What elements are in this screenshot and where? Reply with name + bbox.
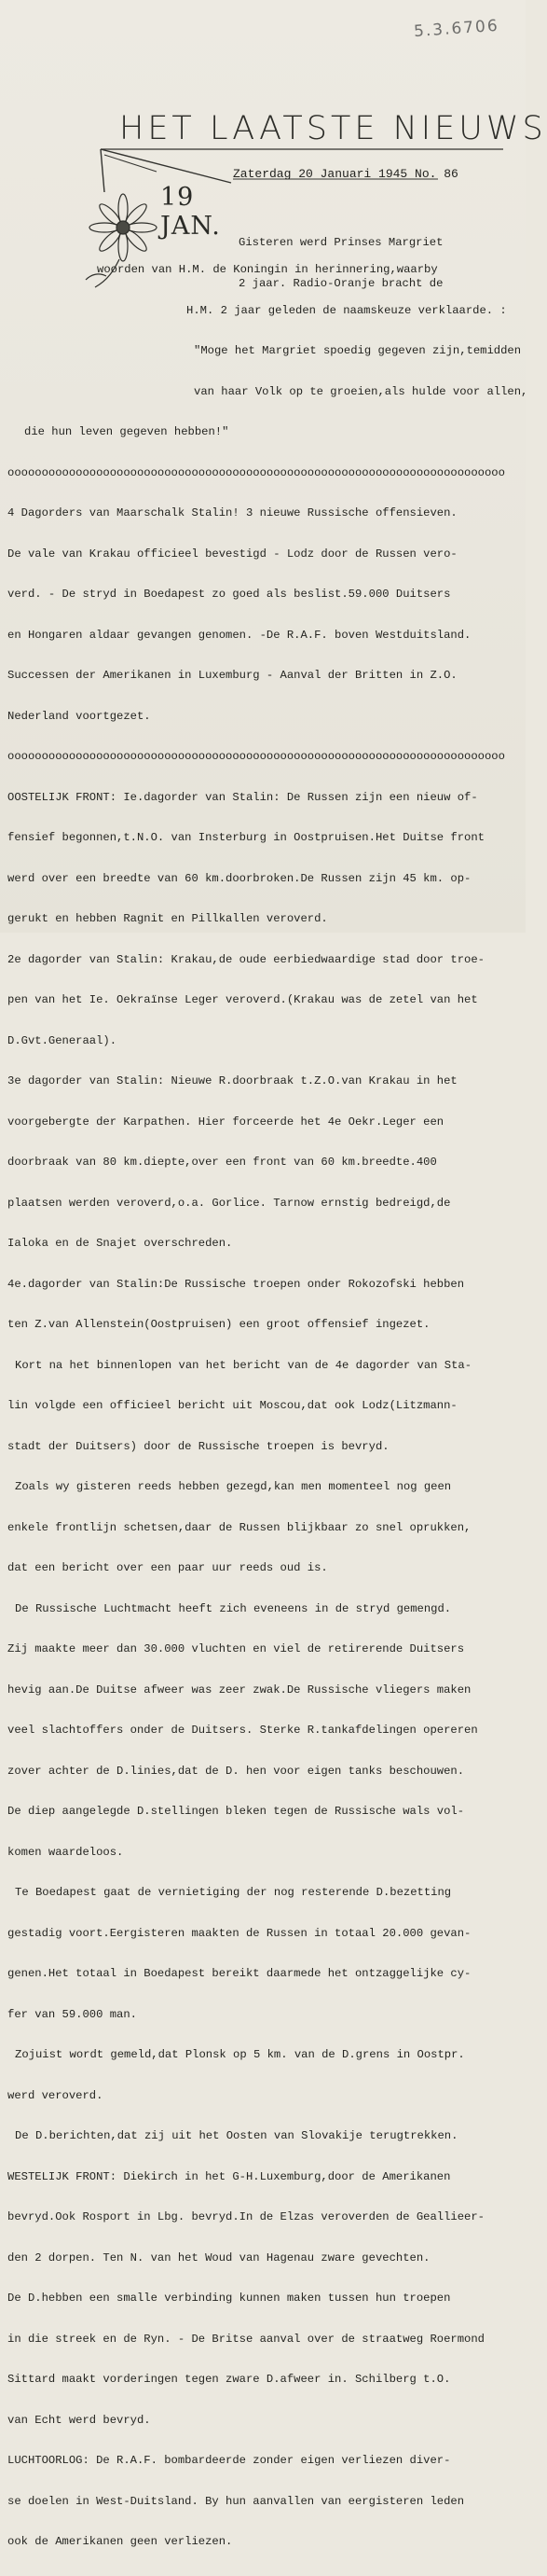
text-line: zover achter de D.linies,dat de D. hen voor eigen tanks beschouwen. [7, 1764, 465, 1778]
text-line: 2 jaar. Radio-Oranje bracht de [239, 276, 444, 290]
text-line: bevryd.Ook Rosport in Lbg. bevryd.In de Elzas veroverden de Geallieer- [7, 2210, 485, 2223]
text-line: Nederland voortgezet. [7, 709, 151, 723]
text-line: enkele frontlijn schetsen,daar de Russen blijkbaar zo snel oprukken, [7, 1520, 472, 1534]
archive-number: 5.3.6706 [413, 16, 500, 42]
dateline: Zaterdag 20 Januari 1945 No. 86 [233, 167, 458, 181]
text-line: 4 Dagorders van Maarschalk Stalin! 3 nieuwe Russische offensieven. [7, 506, 458, 519]
text-line: stadt der Duitsers) door de Russische troepen is bevryd. [7, 1439, 390, 1453]
text-line: pen van het Ie. Oekraïnse Leger veroverd.(Krakau was de zetel van het [7, 993, 478, 1006]
text-line: 2e dagorder van Stalin: Krakau,de oude eerbiedwaardige stad door troe- [7, 952, 485, 966]
text-line: se doelen in West-Duitsland. By hun aanvallen van eergisteren leden [7, 2494, 465, 2508]
text-line: plaatsen werden veroverd,o.a. Gorlice. Tarnow ernstig bedreigd,de [7, 1196, 451, 1210]
separator-line: ooooooooooooooooooooooooooooooooooooooooooooooooooooooooooooooooooooooooo [7, 465, 505, 479]
text-line: hevig aan.De Duitse afweer was zeer zwak.De Russische vliegers maken [7, 1683, 472, 1697]
separator-line: ooooooooooooooooooooooooooooooooooooooooooooooooooooooooooooooooooooooooo [7, 750, 505, 763]
text-line: gerukt en hebben Ragnit en Pillkallen veroverd. [7, 912, 328, 925]
text-line: De vale van Krakau officieel bevestigd - Lodz door de Russen vero- [7, 547, 458, 561]
text-line: Zij maakte meer dan 30.000 vluchten en viel de retirerende Duitsers [7, 1642, 465, 1655]
text-line: werd over een breedte van 60 km.doorbroken.De Russen zijn 45 km. op- [7, 871, 472, 885]
text-line: in die streek en de Ryn. - De Britse aanval over de straatweg Roermond [7, 2332, 485, 2346]
text-line: dat een bericht over een paar uur reeds oud is. [7, 1561, 328, 1574]
text-line: werd veroverd. [7, 2088, 103, 2102]
text-line: De Russische Luchtmacht heeft zich eveneens in de stryd gemengd. [15, 1601, 452, 1615]
text-line: D.Gvt.Generaal). [7, 1033, 117, 1047]
text-line: woorden van H.M. de Koningin in herinnering,waarby [97, 263, 438, 276]
text-line: Te Boedapest gaat de vernietiging der nog resterende D.bezetting [15, 1886, 452, 1899]
text-line: van haar Volk op te groeien,als hulde voor allen, [194, 384, 528, 398]
text-line: Gisteren werd Prinses Margriet [239, 236, 444, 249]
text-line: doorbraak van 80 km.diepte,over een front van 60 km.breedte.400 [7, 1156, 437, 1169]
article-body [7, 236, 527, 2576]
text-line: veel slachtoffers onder de Duitsers. Sterke R.tankafdelingen opereren [7, 1724, 478, 1737]
text-line: den 2 dorpen. Ten N. van het Woud van Hagenau zware gevechten. [7, 2251, 431, 2264]
text-line: fer van 59.000 man. [7, 2007, 137, 2021]
text-line: Kort na het binnenlopen van het bericht van de 4e dagorder van Sta- [15, 1358, 472, 1372]
text-line: Successen der Amerikanen in Luxemburg - Aanval der Britten in Z.O. [7, 669, 458, 682]
section-heading-west: WESTELIJK FRONT: Diekirch in het G-H.Luxemburg,door de Amerikanen [7, 2169, 451, 2183]
section-heading-east: OOSTELIJK FRONT: Ie.dagorder van Stalin: De Russen zijn een nieuw of- [7, 790, 478, 804]
text-line: ook de Amerikanen geen verliezen. [7, 2535, 233, 2548]
text-line: "Moge het Margriet spoedig gegeven zijn,temidden [194, 344, 522, 357]
text-line: ten Z.van Allenstein(Oostpruisen) een groot offensief ingezet. [7, 1318, 431, 1331]
text-line: Sittard maakt vorderingen tegen zware D.afweer in. Schilberg t.O. [7, 2373, 451, 2386]
text-line: H.M. 2 jaar geleden de naamskeuze verklaarde. : [186, 303, 507, 317]
text-line: die hun leven gegeven hebben!" [24, 425, 229, 438]
handwritten-date: 19 JAN. [160, 183, 221, 241]
text-line: lin volgde een officieel bericht uit Moscou,dat ook Lodz(Litzmann- [7, 1399, 458, 1412]
text-line: en Hongaren aldaar gevangen genomen. -De R.A.F. boven Westduitsland. [7, 628, 472, 642]
text-line: gestadig voort.Eergisteren maakten de Russen in totaal 20.000 gevan- [7, 1926, 472, 1940]
text-line: De D.hebben een smalle verbinding kunnen maken tussen hun troepen [7, 2292, 451, 2305]
text-line: komen waardeloos. [7, 1845, 124, 1859]
text-line: voorgebergte der Karpathen. Hier forceerde het 4e Oekr.Leger een [7, 1115, 444, 1129]
masthead-title: HET LAATSTE NIEUWS [119, 110, 547, 147]
text-line: De diep aangelegde D.stellingen bleken tegen de Russische wals vol- [7, 1805, 465, 1818]
text-line: Zoals wy gisteren reeds hebben gezegd,kan men momenteel nog geen [15, 1480, 452, 1493]
text-line: 4e.dagorder van Stalin:De Russische troepen onder Rokozofski hebben [7, 1277, 465, 1291]
text-line: Ialoka en de Snajet overschreden. [7, 1237, 233, 1250]
text-line: Zojuist wordt gemeld,dat Plonsk op 5 km. van de D.grens in Oostpr. [15, 2048, 465, 2061]
text-line: fensief begonnen,t.N.O. van Insterburg in Oostpruisen.Het Duitse front [7, 831, 485, 844]
section-heading-air: LUCHTOORLOG: De R.A.F. bombardeerde zonder eigen verliezen diver- [7, 2454, 451, 2467]
text-line: verd. - De stryd in Boedapest zo goed als beslist.59.000 Duitsers [7, 588, 451, 601]
text-line: 3e dagorder van Stalin: Nieuwe R.doorbraak t.Z.O.van Krakau in het [7, 1074, 458, 1087]
text-line: De D.berichten,dat zij uit het Oosten van Slovakije terugtrekken. [15, 2129, 458, 2142]
text-line: genen.Het totaal in Boedapest bereikt daarmede het ontzaggelijke cy- [7, 1967, 472, 1980]
text-line: van Echt werd bevryd. [7, 2413, 151, 2427]
